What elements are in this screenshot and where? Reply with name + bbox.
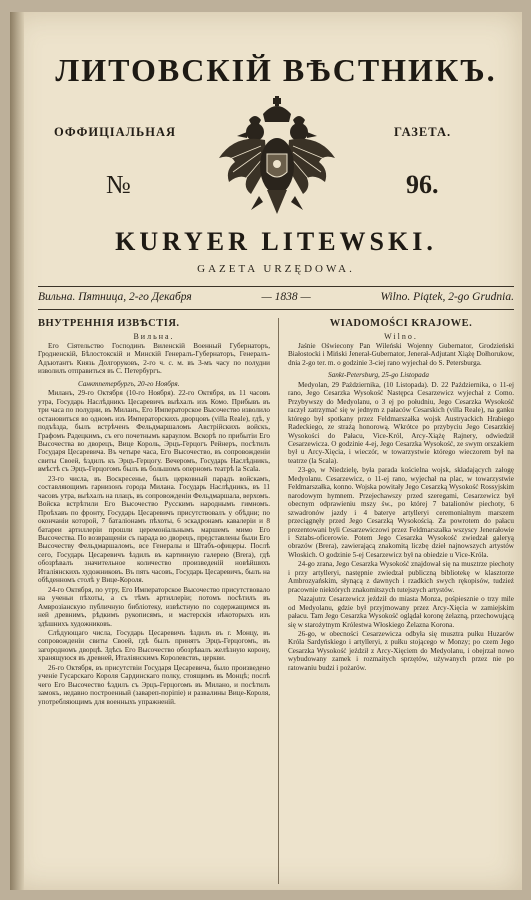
article-paragraph: 23-го числа, въ Воскресенье, былъ церковный парадъ войскамъ, составляющимъ гарнизонъ города Милана. Государь Наслѣдникъ, въ 11 часовъ утра, выѣхалъ на плацъ, въ сопровожденіи Фельдмаршала, верхомъ. Войска встрѣтили Его Высочество Русскимъ народнымъ гимномъ. Проѣхавъ по фронту, Государь Цесаревичъ присутствовалъ у обѣдни; по окончаніи которой, 7 баталіонамъ пѣхоты, 6 эскадронамъ кавалеріи и 8 батареи артиллеріи прошли церемоніальнымъ маршемъ мимо Его Высочества. По возвращеніи съ парада во дворецъ, представлены были Его Высочеству Фельдмаршаломъ, все Генералы и Штабъ-офицеры. Послѣ сего, Государь Цесаревичъ ѣздилъ въ картинную галерею (Brera), гдѣ обозрѣвалъ значительное количество произведеній новѣйшихъ Италіянскихъ художниковъ. Въ пять часовъ, Государь Цесаревичъ, былъ на обѣденномъ столѣ у Вице-Короля. <box>38 474 270 585</box>
column-polish <box>288 318 514 673</box>
masthead-title-russian: ЛИТОВСКІЙ ВѢСТНИКЪ. <box>55 52 497 88</box>
dateline <box>38 291 514 303</box>
masthead-subtitle-polish: GAZETA URZĘDOWA. <box>197 263 355 275</box>
article-paragraph: 24-го Октября, по утру, Его Императорское Высочество присутствовало на ученьи пѣхоты, а съ тѣмъ артиллеріи; потомъ посѣтилъ въ Амврозіанскую публичную библіотеку, извѣстную по содержащимся въ ней древнимъ, рѣдкимъ рукописямъ, и мастерскія нѣкоторыхъ изъ здѣшнихъ художниковъ. <box>38 585 270 628</box>
article-paragraph: Medyolan, 29 Października, (10 Listopada). D. 22 Października, o 11-ej rano, Jego Cesarzka Wysokość Następca Cesarzewicz wyjechał z Como. Przybywszy do Medyolanu, o 3 ej po południu, Jego Cesarzka Wysokość raczył zatrzymać się w jednym z pałaców Cesarskich (villa Reale), na ganku którego był spotkany przez Feldmarszałka wojsk Austryackich Hrabiego Radeckiego, ze strażą honorową. Wkrótce po przybyciu Jego Cesarzkiej Wysokości do Pałacu, Vice-Król, Arcy-Xiążę Rajnery, odwiedził Cesarzewicza. O godzinie 4-ej, Jego Cesarzka Wysokość, ze swym orszakiem był u Arcy-Xięcia, i wieczór, w towarzystwie którego wieczorem był na teatrze (la Scala). <box>288 380 514 465</box>
dateline-russian: Вильна. Пятница, 2-го Декабря <box>38 291 192 303</box>
dateline-place: Вильна. <box>133 332 175 341</box>
article-paragraph: 24-go zrana, Jego Cesarzka Wysokość znajdował się na musztrze piechoty i przy artylleryi, następnie zwiedzał publiczną bibliotekę w klasztorze Ambrozyańskim, słynącą z dawnych i rzadkich swych rękopisów, tudzież pracownie niektórych znakomitszych tutejszych artystów. <box>288 560 514 594</box>
article-paragraph: 26-go, w obecności Cesarzewicza odbyła się musztra pułku Huzarów Króla Sardyńskiego i artylleryi, z pułku stojącego w Monzy; po czem Jego Cesarzka Wysokość jeździł z Arcy-Xięciem do Medyolanu, i obejrzał nowo wybudowany zamek i rozmaitych sprzętów, używanych przez nie po ratowaniu budzi i pożarów. <box>288 629 514 672</box>
dateline-rule-bottom <box>38 309 514 310</box>
masthead-subtitle-right: ГАЗЕТА. <box>394 125 452 139</box>
dateline-year: — 1838 — <box>261 291 311 303</box>
dateline-place: Wilno. <box>384 332 418 341</box>
dateline-polish: Wilno. Piątek, 2-go Grudnia. <box>380 291 514 303</box>
article-paragraph: 26-го Октября, въ присутствіи Государя Цесаревича, было произведено ученіе Гусарскаго Короля Сардинскаго полку, стоящимъ въ Монцѣ; послѣ чего Его Высочество ѣздилъ съ Эрцъ-Герцогомъ въ Милано, и посѣтилъ замокъ, недавно построенный (завареп-поріпіе) и развалины Вице-Короля, употребляющимъ для военныхъ упражненій. <box>38 663 270 706</box>
dateline-rule-top <box>38 286 514 287</box>
section-heading-russian: ВНУТРЕННІЯ ИЗВѢСТІЯ. <box>38 318 180 329</box>
double-headed-eagle-emblem-icon <box>215 96 339 222</box>
dateline-place: Sankt-Petersburg, 25-go Listopada <box>328 371 429 380</box>
issue-number-value: 96. <box>406 170 439 199</box>
article-paragraph: Его Сіятельство Господинъ Виленскій Военный Губернаторъ, Гродненскій, Бѣлостокскій и Минскій Генералъ-Губернаторъ, Генералъ-Адъютантъ Князь Долгоруковъ, 2-го ч. с. м. въ 3-мъ часу по полудни изволилъ отправиться въ С. Петербургъ. <box>38 342 270 376</box>
issue-number-label: № <box>106 170 131 199</box>
article-paragraph: Jaśnie Oświecony Pan Wileński Wojenny Gubernator, Grodzieński Białostocki i Miński Jenerał-Gubernator, Jenerał-Adjutant Xiążę Dołhorukow, dnia 2-go ter. m. o godzinie 3-ciej rano wyjechał do S. Petersburga. <box>288 342 514 367</box>
binding-gutter <box>10 12 24 890</box>
article-paragraph: Миланъ, 29-го Октября (10-го Ноября). 22-го Октября, въ 11 часовъ утра, Государь Наслѣдникъ Цесаревичъ выѣхалъ изъ Комо. Прибывъ въ три часа по полудни, въ Миланъ, Его Императорское Высочество изволило остановиться во одномъ изъ Императорскихъ дворцовъ (villa Reale), гдѣ, у подъѣзда, былъ встрѣченъ Фельдмаршаломъ Австрійскихъ войскъ, Графомъ Радецкимъ, съ его почетнымъ караулом. Вскорѣ по прибытіи Его Высочества во дворецъ, Вице Король, Эрцъ-Герцогъ Рейнеръ, посѣтилъ Государя Цесаревича. Въ четыре часа, Его Высочество, въ сопровожденіи свиты Своей, ѣздилъ къ Эрцъ-Герцогу. Вечеромъ, Государь Наслѣдникъ, вмѣстѣ съ Эрцъ-Герцогомъ былъ въ большомъ оперномъ театрѣ la Scala. <box>38 389 270 474</box>
article-paragraph: Nazajutrz Cesarzewicz jeździł do miasta Monza, pośpiesznie o trzy mile od Medyolanu, gdzie był przyjmowany przez Arcy-Xięcia w zamiejskim pałacu. Tam Jego Cesarzka Wysokość oglądał koronę żelazną, przechowującą się w starożytnym Królestwa Włoskiego Żelazna Korona. <box>288 595 514 629</box>
masthead-title-polish: KURYER LITEWSKI. <box>115 227 437 256</box>
column-russian <box>38 318 270 707</box>
dateline-place: Санктпетербургъ, 20-го Ноября. <box>78 379 180 388</box>
article-paragraph: 23-go, w Niedzielę, była parada kościelna wojsk, składających załogę Medyolanu. Cesarzewicz, o 11-ej rano, wyjechał na plac, w towarzystwie Feldmarszałka, konno. Wojska powitały Jego Cesarzką Wysokość Rossyjskim narodowym hymnem. Przejechawszy przed szeregami, Cesarzewicz był obecnym odprawieniu mszy św., po której 7 batalionów piechoty, 6 szwadronów jazdy i 4 baterye artylleryi ceremonialnym marszem przeciągnęły przed Jego Cesarzką Wysokością. Za powrotem do pałacu prezentowani byli Cesarzewiczowi przez Feldmarszałka wszyscy Jenerałowie i Sztabs-oficerowie. Potem Jego Cesarzka Wysokość zwiedzał galeryą obrazów (Brera), zawierającą znakomitą liczbę dzieł najnowszych artystów Włoskich. O godzinie 5-ej Cesarzewicz był na obiedzie u Vice-Króla. <box>288 466 514 559</box>
newspaper-page <box>10 12 522 890</box>
section-heading-polish: WIADOMOŚCI KRAJOWE. <box>329 318 473 329</box>
column-divider <box>278 318 279 884</box>
masthead-subtitle-left: ОФФИЦІАЛЬНАЯ <box>54 125 177 139</box>
article-paragraph: Слѣдующаго числа, Государь Цесаревичъ ѣздилъ въ г. Монцу, въ сопровожденіи свиты Своей, гдѣ былъ принятъ Эрцъ-Герцогомъ, въ загородномъ дворцѣ. Здѣсь Его Высочество обозрѣвалъ желѣзную корону, хранящуюся въ древней, Италіянскимъ Королевствъ, церкви. <box>38 628 270 663</box>
